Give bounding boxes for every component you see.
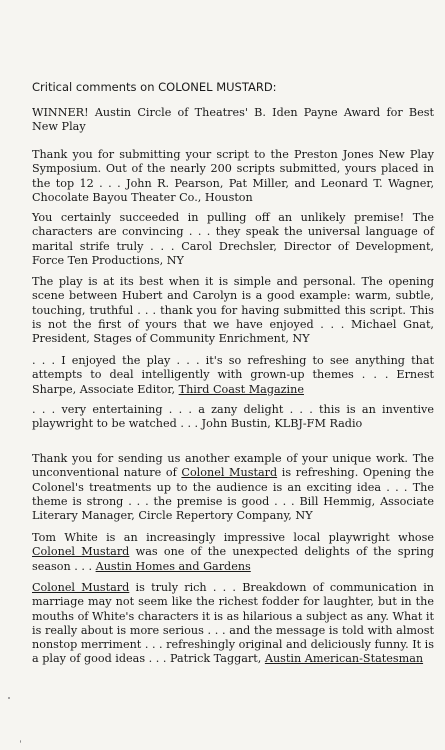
paragraph-text: . . . very entertaining . . . a zany delight . . . this is an inventive playwright to be watched . . . John Bustin, KLBJ-FM Radio bbox=[32, 403, 434, 431]
underlined-title: Colonel Mustard bbox=[181, 466, 278, 480]
paragraph-sharpe bbox=[32, 354, 434, 397]
paragraph-text: . . . I enjoyed the play . . . it's so refreshing to see anything that attempts to deal intelligently with grown-up themes . . . Ernest Sharpe, Associate Editor, bbox=[32, 354, 434, 396]
paragraph-text: is refreshing. Opening the Colonel's treatments up to the audience is an exciting idea . . . The theme is strong . . . the premise is good . . . Bill Hemmig, Associate Literary Manager, Circle Repertory Company, NY bbox=[32, 466, 434, 523]
paragraph-text: was one of the unexpected delights of the spring season . . . bbox=[32, 545, 434, 573]
paragraph-text: Thank you for sending us another example of your unique work. The unconventional nature of bbox=[32, 452, 434, 480]
paragraph-award bbox=[32, 106, 434, 135]
paper-speck bbox=[20, 740, 21, 743]
paragraph-bustin bbox=[32, 403, 434, 432]
underlined-title: Third Coast Magazine bbox=[178, 382, 304, 396]
paragraph-hemmig bbox=[32, 452, 434, 523]
paragraph-text: The play is at its best when it is simple and personal. The opening scene between Hubert and Carolyn is a good example: warm, subtle, touching, truthful . . . thank you for having submitted this script. This is not the first of yours that we have enjoyed . . . Michael Gnat, President, Stages of Community Enrichment, NY bbox=[32, 275, 434, 346]
underlined-title: Colonel Mustard bbox=[32, 581, 130, 594]
paragraph-text: WINNER! Austin Circle of Theatres' B. Iden Payne Award for Best New Play bbox=[32, 106, 434, 134]
underlined-title: Austin Homes and Gardens bbox=[95, 559, 251, 573]
paragraph-pearson bbox=[32, 148, 434, 205]
paragraph-drechsler bbox=[32, 211, 434, 268]
underlined-title: Colonel Mustard bbox=[32, 545, 130, 559]
paragraph-text: Tom White is an increasingly impressive local playwright whose bbox=[32, 531, 434, 544]
paragraph-text: Thank you for submitting your script to the Preston Jones New Play Symposium. Out of the nearly 200 scripts submitted, yours placed in the top 12 . . . John R. Pearson, Pat Miller, and Leonard T. Wagner, Chocolate Bayou Theater Co., Houston bbox=[32, 148, 434, 204]
paragraph-text: You certainly succeeded in pulling off an unlikely premise! The characters are convincing . . . they speak the universal language of marital strife truly . . . Carol Drechsler, Director of Development, Force Ten Productions, NY bbox=[32, 211, 434, 267]
paragraph-homes-gardens bbox=[32, 531, 434, 574]
paragraph-text: is truly rich . . . Breakdown of communication in marriage may not seem like the richest fodder for laughter, but in the mouths of White's characters it is as hilarious a subject as any. What it is really about is more serious . . . and the message is told with almost nonstop merriment . . . refreshingly original and deliciously funny. It is a play of good ideas . . . Patrick Taggart, bbox=[32, 581, 434, 666]
underlined-title: Austin American-Statesman bbox=[264, 652, 424, 666]
paragraph-gnat bbox=[32, 275, 434, 346]
paper-speck bbox=[8, 697, 10, 699]
document-heading: Critical comments on COLONEL MUSTARD: bbox=[32, 80, 277, 94]
paragraph-taggart bbox=[32, 581, 434, 667]
